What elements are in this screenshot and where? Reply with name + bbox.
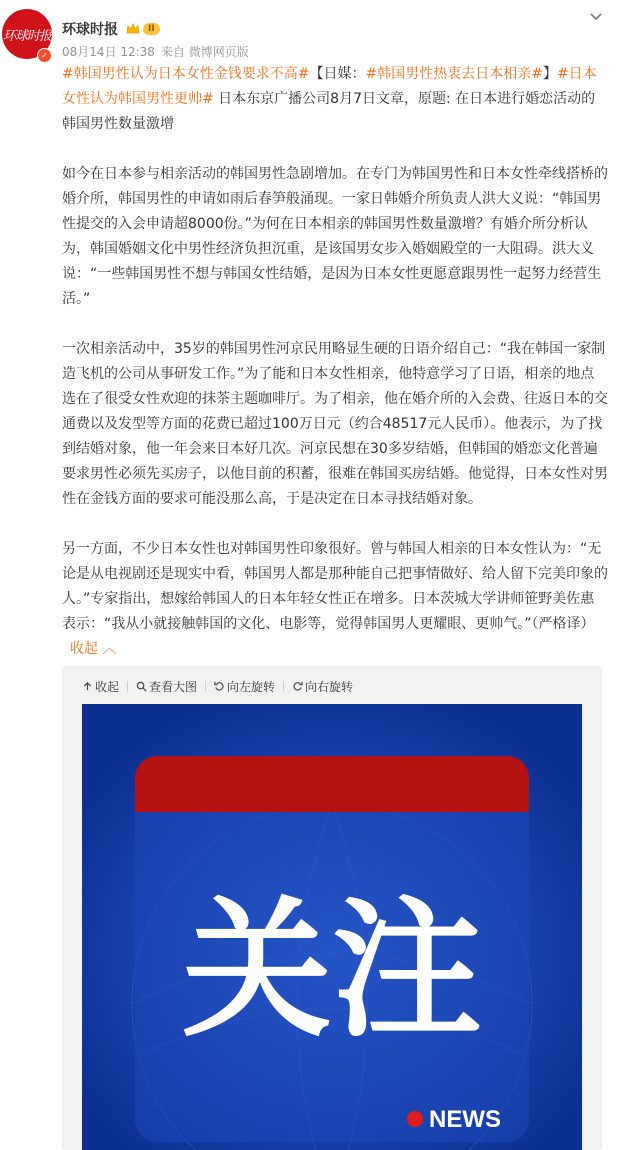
arrow-up-icon [82,681,93,692]
author-name[interactable]: 环球时报 [62,22,118,38]
paragraph-2: 一次相亲活动中，35岁的韩国男性河京民用略显生硬的日语介绍自己：“我在韩国一家制造飞机的公司从事研发工作。”为了能和日本女性相亲，他特意学习了日语，相亲的地点选在了很受女性欢迎的抹茶主题咖啡厅。为了相亲，他在婚介所的入会费、往返日本的交通费以及发型等方面的花费已超过100万日元（约合48517元人民币）。他表示，为了找到结婚对象，他一年会来日本好几次。河京民想在30多岁结婚，但韩国的婚恋文化普遍要求男性必须先买房子，以他目前的积蓄，很难在韩国买房结婚。他觉得，日本女性对男性在金钱方面的要求可能没那么高，于是决定在日本寻找结婚对象。 [62,341,608,507]
paragraph-1: 如今在日本参与相亲活动的韩国男性急剧增加。在专门为韩国男性和日本女性牵线搭桥的婚介所，韩国男性的申请如雨后春笋般涌现。一家日韩婚介所负责人洪大义说：“韩国男性提交的入会申请超8000份。”为何在日本相亲的韩国男性数量激增？有婚介所分析认为，韩国婚姻文化中男性经济负担沉重，是该国男女步入婚姻殿堂的一大阻碍。洪大义说：“一些韩国男性不想与韩国女性结婚，是因为日本女性更愿意跟男性一起努力经营生活。” [62,166,608,307]
headline-text: 关注 [181,884,483,1058]
topic-link[interactable]: #韩国男性认为日本女性金钱要求不高# [62,66,310,82]
paragraph-3 [62,537,608,662]
lead-text: 日本东京广播公司8月7日文章，原题: 在日本进行婚恋活动的韩国男性数量激增 [62,91,596,132]
post-image[interactable] [82,704,582,1150]
post-source: 来自 微博网页版 [160,45,249,59]
rotate-left-label: 向左旋转 [227,679,276,694]
paragraph-3-text: 另一方面，不少日本女性也对韩国男性印象很好。曾与韩国人相亲的日本女性认为：“无论是从电视剧还是现实中看，韩国男人都是那种能自己把事情做好、给人留下完美印象的人。”专家指出，想嫁给韩国人的日本年轻女性正在增多。日本茨城大学讲师笹野美佐惠表示：“我从小就接触韩国的文化、电影等，觉得韩国男人更耀眼、更帅气。”（严格译） [62,541,608,632]
user-level-badge[interactable] [125,21,165,37]
chevron-down-icon[interactable] [588,8,604,24]
rotate-left-button[interactable] [214,678,275,695]
media-toolbar [82,676,361,696]
media-viewer [62,666,602,1150]
post-timestamp[interactable]: 08月14日 12:38 [62,45,155,59]
topic-link[interactable]: #日本女性认为韩国男性更帅# [62,66,597,107]
view-large-label: 查看大图 [149,679,198,694]
crown-icon [125,21,141,37]
collapse-media-button[interactable] [82,678,119,695]
post-content [62,62,608,662]
rotate-right-button[interactable] [292,678,353,695]
rotate-right-label: 向右旋转 [305,679,354,694]
news-label: NEWS [429,1106,501,1133]
collapse-media-label: 收起 [95,679,120,694]
verified-icon: ✓ [37,48,52,63]
collapse-label: 收起 [70,641,98,657]
news-dot [407,1111,423,1127]
rotate-right-icon [292,681,303,692]
lead-text: 】 [542,66,557,82]
level-label: II [143,23,160,35]
lead-text: 【日媒： [309,66,366,82]
collapse-text-button[interactable]: 收起 ︿ [70,641,117,657]
post-lead [62,62,608,137]
red-banner [135,756,529,812]
rotate-left-icon [214,681,225,692]
topic-link[interactable]: #韩国男性热衷去日本相亲# [365,66,543,82]
search-icon [136,681,147,692]
news-graphic [82,704,582,1150]
view-large-button[interactable] [136,678,197,695]
avatar-logo-text: 环球时报 [2,28,51,44]
post-meta [62,43,255,60]
